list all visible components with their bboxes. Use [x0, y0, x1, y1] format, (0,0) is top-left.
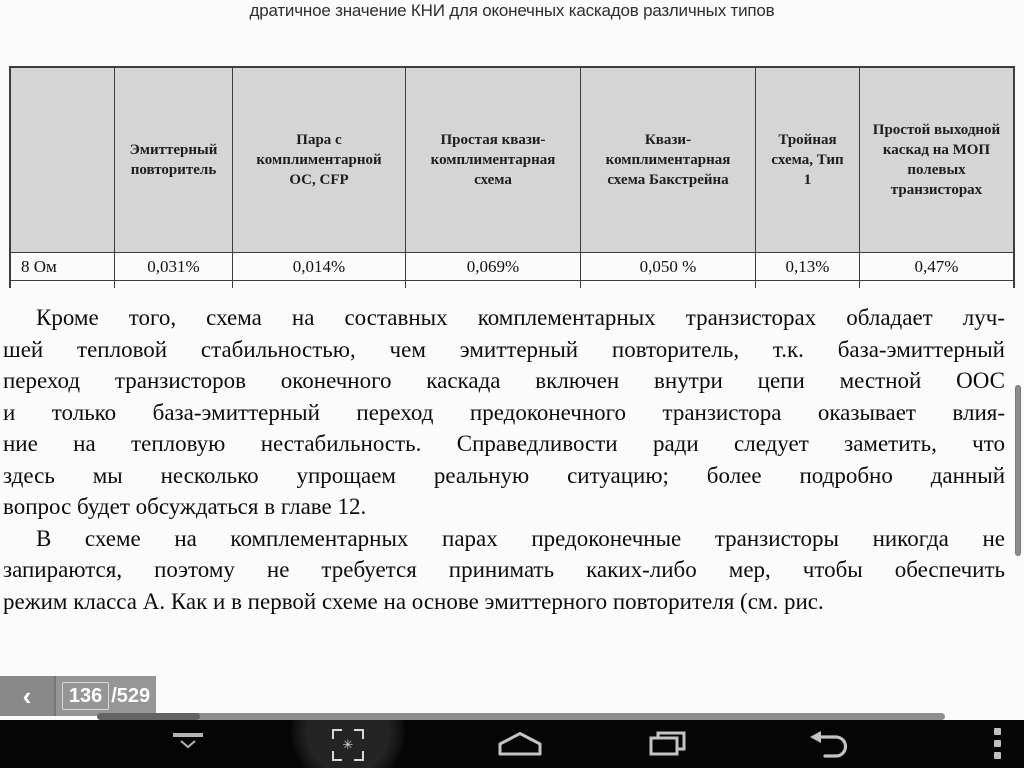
body-line: переход транзисторов оконечного каскада включен внутри цепи местной ООС — [3, 368, 1005, 393]
table-cutoff-row — [11, 281, 115, 288]
table-header-cell: Квази-комплиментарная схема Бакстрейна — [581, 68, 756, 253]
body-line: режим класса А. Как и в первой схеме на основе эмиттерного повторителя (см. рис. — [3, 588, 824, 614]
table-header-cell: Простой выходной каскад на МОП полевых транзисторах — [860, 68, 1013, 253]
table-cutoff-row — [406, 281, 581, 288]
table-caption: дратичное значение КНИ для оконечных каскадов различных типов — [249, 1, 775, 20]
more-dots-icon — [994, 740, 1001, 747]
page-seekbar-fill — [97, 713, 200, 720]
table-value-cell: 0,13% — [756, 253, 860, 281]
table-cutoff-row — [860, 281, 1013, 288]
table-cutoff-row — [581, 281, 756, 288]
table-value-cell: 0,069% — [406, 253, 581, 281]
page-navigation-popup — [0, 676, 156, 716]
table-header-cell: Тройная схема, Тип 1 — [756, 68, 860, 253]
distortion-table — [9, 66, 1015, 288]
android-navbar — [0, 720, 1024, 768]
hide-bar-button[interactable] — [171, 733, 205, 749]
body-line: и только база-эмиттерный переход предоконечного транзистора оказывает влия- — [3, 399, 1005, 425]
body-line: здесь мы несколько упрощаем реальную ситуацию; более подробно данный — [3, 462, 1005, 488]
chevron-down-icon — [179, 740, 197, 749]
body-line: вопрос будет обсуждаться в главе 12. — [3, 494, 367, 519]
body-line: ние на тепловую нестабильность. Справедливости ради следует заметить, что — [3, 431, 1005, 456]
page-body-text — [3, 302, 1005, 617]
more-dots-icon — [994, 728, 1001, 735]
hide-bar-icon — [173, 733, 203, 737]
body-line: шей тепловой стабильностью, чем эмиттерный повторитель, т.к. база-эмиттерный — [3, 336, 1005, 362]
page-seekbar[interactable] — [97, 713, 945, 720]
more-dots-icon — [994, 752, 1001, 759]
vertical-scrollbar[interactable] — [1015, 385, 1021, 556]
table-row-label: 8 Ом — [11, 253, 115, 281]
table-header-cell — [11, 68, 115, 253]
body-line: В схеме на комплементарных парах предоконечные транзисторы никогда не — [36, 525, 1005, 551]
previous-page-button[interactable] — [0, 676, 54, 716]
table-header-cell: Пара с комплиментарной ОС, CFP — [233, 68, 406, 253]
table-cutoff-row — [756, 281, 860, 288]
table-header-cell: Простая квази-комплиментарная схема — [406, 68, 581, 253]
table-value-cell: 0,031% — [115, 253, 233, 281]
home-button[interactable] — [497, 730, 543, 757]
screen-capture-button[interactable] — [332, 729, 364, 761]
table-value-cell: 0,050 % — [581, 253, 756, 281]
table-cutoff-row — [233, 281, 406, 288]
body-line: запираются, поэтому не требуется принимать каких-либо мер, чтобы обеспечить — [3, 557, 1005, 582]
recents-button[interactable] — [648, 730, 688, 758]
current-page-input[interactable]: 136 — [62, 682, 109, 710]
chevron-left-icon: ‹ — [22, 680, 32, 711]
table-cutoff-row — [115, 281, 233, 288]
total-pages-label: /529 — [111, 684, 151, 707]
table-value-cell: 0,014% — [233, 253, 406, 281]
back-button[interactable] — [806, 730, 852, 760]
spinner-icon: ✳ — [342, 737, 354, 753]
table-value-cell: 0,47% — [860, 253, 1013, 281]
overflow-menu-button[interactable] — [994, 728, 1001, 759]
table-header-cell: Эмиттерный повторитель — [115, 68, 233, 253]
body-line: Кроме того, схема на составных комплементарных транзисторах обладает луч- — [36, 305, 1005, 330]
page-indicator — [56, 676, 156, 716]
